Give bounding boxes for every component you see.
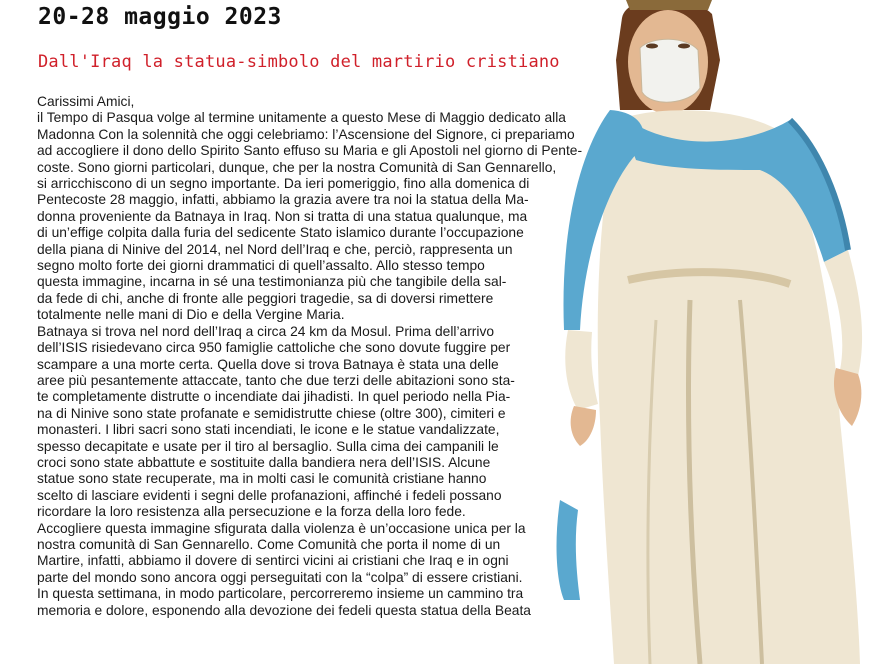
article-line: parte del mondo sono ancora oggi perseguitati con la “colpa” di essere cristiani. [37, 569, 523, 585]
article-line: Martire, infatti, abbiamo il dovere di sentirci vicini ai cristiani che Iraq e in ogni [37, 553, 509, 569]
article-line: aree più pesantemente attaccate, tanto che due terzi delle abitazioni sono sta- [37, 372, 515, 388]
article-line: Batnaya si trova nel nord dell’Iraq a circa 24 km da Mosul. Prima dell’arrivo [37, 323, 495, 339]
statue-hand-left [571, 406, 596, 446]
article-line: scampare a una morte certa. Quella dove si trova Batnaya è stata una delle [37, 356, 499, 372]
article-line: il Tempo di Pasqua volge al termine unitamente a questo Mese di Maggio dedicato alla [37, 110, 566, 126]
statue-eye-right [678, 44, 690, 49]
article-line: memoria e dolore, esponendo alla devozione dei fedeli questa statua della Beata [37, 602, 531, 618]
article-line: coste. Sono giorni particolari, dunque, che per la nostra Comunità di San Gennarello, [37, 159, 557, 175]
article-line: di un’effige colpita dalla furia del sedicente Stato islamico durante l’occupazione [37, 225, 524, 241]
article-line: Madonna Con la solennità che oggi celebriamo: l’Ascensione del Signore, ci prepariamo [37, 126, 575, 142]
article-line: Pentecoste 28 maggio, infatti, abbiamo la grazia avere tra noi la statua della Ma- [37, 192, 529, 208]
article-line: scelto di lasciare evidenti i segni delle profanazioni, affinché i fedeli possano [37, 487, 502, 503]
article-line: In questa settimana, in modo particolare, percorreremo insieme un cammino tra [37, 586, 524, 602]
statue-arm-left [565, 330, 598, 410]
article-line: segno molto forte dei giorni drammatici di quell’assalto. Allo stesso tempo [37, 258, 485, 274]
statue-mantle-lower [557, 500, 580, 600]
article-line: totalmente nelle mani di Dio e della Vergine Maria. [37, 307, 345, 323]
article-line: donna proveniente da Batnaya in Iraq. Non si tratta di una statua qualunque, ma [37, 208, 528, 224]
article-line: Carissimi Amici, [37, 94, 135, 109]
article-line: si arricchiscono di un segno importante. Da ieri pomeriggio, fino alla domenica di [37, 176, 530, 192]
article-line: monasteri. I libri sacri sono stati incendiati, le icone e le statue vandalizzate, [37, 422, 500, 438]
article-line: dell’ISIS risiedevano circa 950 famiglie cattoliche che sono dovute fuggire per [37, 340, 511, 356]
article-line: nostra comunità di San Gennarello. Come Comunità che porta il nome di un [37, 536, 501, 552]
statue-eye-left [646, 44, 658, 49]
page-date: 20-28 maggio 2023 [38, 4, 282, 30]
madonna-statue-icon [540, 0, 890, 664]
article-line: da fede di chi, anche di fronte alle peggiori tragedie, sa di doversi rimettere [37, 290, 494, 306]
statue-face-damage [640, 39, 700, 102]
article-line: ad accogliere il dono dello Spirito Santo effuso su Maria e gli Apostoli nel giorno di Pente- [37, 143, 583, 159]
article-line: statue sono state recuperate, ma in molti casi le comunità cristiane hanno [37, 471, 487, 487]
article-line: croci sono state abbattute e sostituite dalla bandiera nera dell’ISIS. Alcune [37, 454, 491, 470]
article-line: ricordare la loro resistenza alla persecuzione e la forza della loro fede. [37, 504, 466, 520]
article-subtitle: Dall'Iraq la statua-simbolo del martirio cristiano [38, 52, 560, 72]
article-body [37, 94, 583, 619]
article-line: questa immagine, incarna in sé una testimonianza più che tangibile della sal- [37, 274, 507, 290]
article-line: della piana di Ninive del 2014, nel Nord dell’Iraq e che, perciò, rappresenta un [37, 241, 513, 257]
article-line: Accogliere questa immagine sfigurata dalla violenza è un’occasione unica per la [37, 520, 526, 536]
article-line: spesso decapitate e usate per il tiro al bersaglio. Sulla cima dei campanili le [37, 438, 499, 454]
article-line: te completamente distrutte o incendiate dai jihadisti. In quel periodo nella Pia- [37, 389, 511, 405]
article-line: na di Ninive sono state profanate e semidistrutte chiese (oltre 300), cimiteri e [37, 405, 506, 421]
statue-crown [626, 0, 712, 10]
